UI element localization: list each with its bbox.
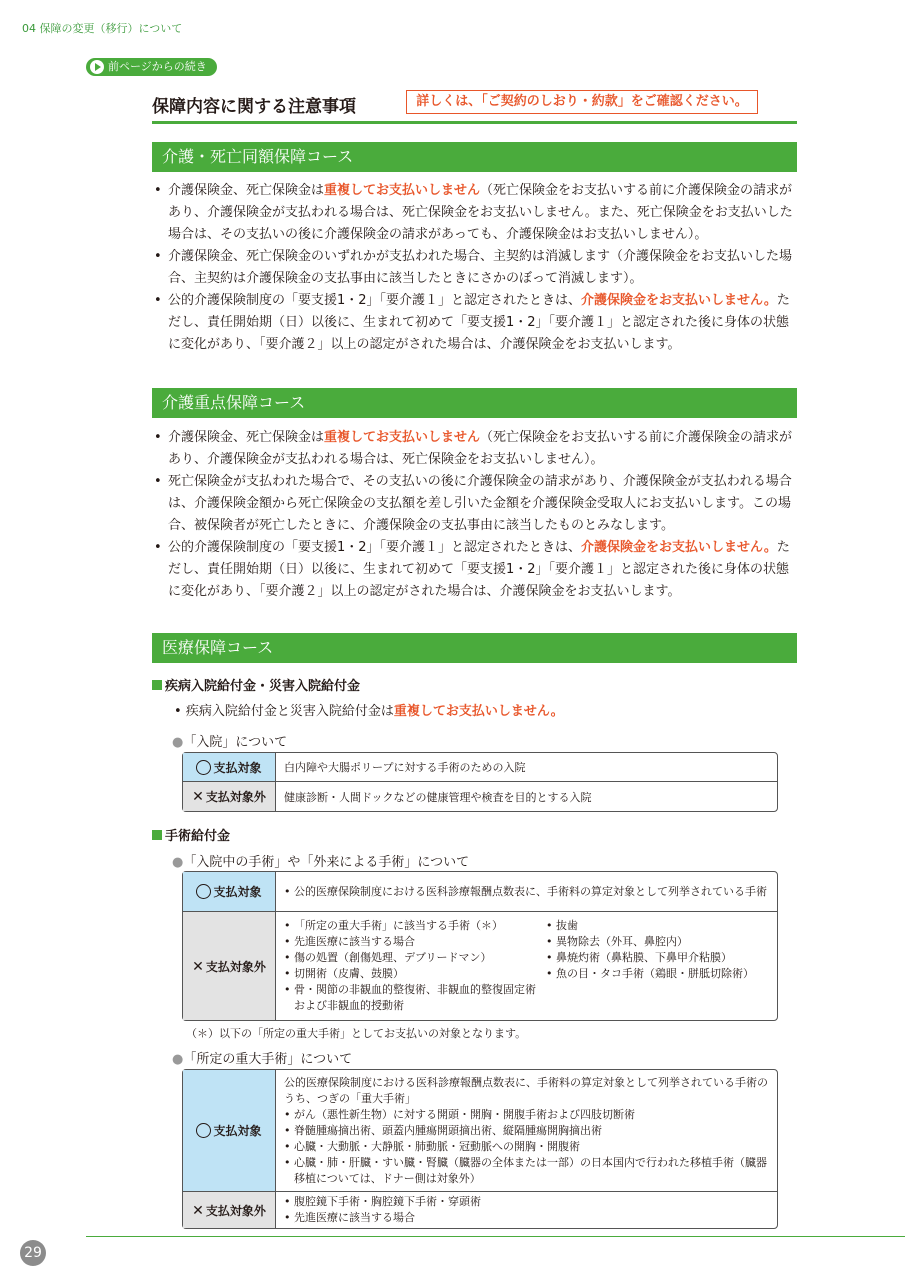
covered-label bbox=[183, 753, 276, 782]
continued-label: 前ページからの続き bbox=[108, 60, 207, 73]
text: ただし、責任開始期（日）以後に、生まれて初めて「要支援1・2」「要介護１」と認定された後に身体の状態に変化があり、「要介護２」以上の認定がされた場合は、介護保険金をお支払いします。 bbox=[168, 293, 790, 352]
highlight-text: 介護保険金をお支払いしません。 bbox=[581, 293, 777, 308]
cross-icon: ✕ bbox=[192, 958, 204, 975]
text: 疾病入院給付金と災害入院給付金は bbox=[185, 704, 394, 719]
not-covered-label bbox=[183, 1192, 276, 1228]
section-heading-kaigo-shibou: 介護・死亡同額保障コース bbox=[152, 142, 797, 172]
juudai-intro: 公的医療保険制度における医科診療報酬点数表に、手術料の算定対象として列挙されている手術のうち、つぎの「重大手術」 bbox=[284, 1075, 768, 1105]
list-item: • 心臓・肺・肝臓・すい臓・腎臓（臓器の全体または一部）の日本国内で行われた移植手術（臓器移植については、ドナー側は対象外） bbox=[284, 1155, 769, 1187]
highlight-text: 重複してお支払いしません bbox=[324, 183, 481, 198]
nyuin-table bbox=[182, 752, 778, 812]
list-item: • 先進医療に該当する場合 bbox=[284, 1210, 769, 1226]
footer-rule bbox=[86, 1236, 905, 1237]
text: 介護保険金、死亡保険金は bbox=[168, 430, 325, 445]
continued-badge bbox=[86, 58, 217, 76]
list-item: • 心臓・大動脈・大静脈・肺動脈・冠動脈への開胸・開腹術 bbox=[284, 1139, 769, 1155]
text: 「入院中の手術」や「外来による手術」について bbox=[183, 855, 470, 870]
list-item: • 死亡保険金が支払われた場合で、その支払いの後に介護保険金の請求があり、介護保険金が支払われる場合は、介護保険金額から死亡保険金の支払額を差し引いた金額を介護保険金受取人にお支払いします。この場合、被保険者が死亡したときに、介護保険金の支払事由に該当したものとみなします。 bbox=[154, 471, 799, 537]
subheading-shujutsu bbox=[152, 825, 230, 844]
list-item: • 「所定の重大手術」に該当する手術（＊） bbox=[284, 918, 546, 934]
list-item bbox=[154, 290, 799, 356]
text: 支払対象外 bbox=[205, 790, 266, 804]
bullet-icon: ● bbox=[172, 735, 184, 750]
nyuin-title bbox=[172, 731, 287, 750]
table-cell: 白内障や大腸ポリープに対する手術のための入院 bbox=[276, 753, 777, 782]
square-icon bbox=[152, 680, 162, 690]
list-item: • 介護保険金、死亡保険金のいずれかが支払われた場合、主契約は消滅します（介護保険金をお支払いした場合、主契約は介護保険金の支払事由に該当したときにさかのぼって消滅します）。 bbox=[154, 246, 799, 290]
text: 支払対象外 bbox=[205, 1203, 266, 1218]
text: 「入院」について bbox=[183, 735, 288, 750]
juudai-table bbox=[182, 1069, 778, 1229]
list-item: • 傷の処置（創傷処理、デブリードマン） bbox=[284, 950, 546, 966]
text: 支払対象 bbox=[213, 760, 262, 775]
footnote: （＊）以下の「所定の重大手術」としてお支払いの対象となります。 bbox=[186, 1027, 527, 1040]
text: 公的介護保険制度の「要支援1・2」「要介護１」と認定されたときは、 bbox=[168, 540, 582, 555]
juudai-title bbox=[172, 1048, 352, 1067]
list-item: • 脊髄腫瘍摘出術、頭蓋内腫瘍開頭摘出術、縦隔腫瘍開胸摘出術 bbox=[284, 1123, 769, 1139]
list-item: • 鼻焼灼術（鼻粘膜、下鼻甲介粘膜） bbox=[546, 950, 754, 966]
circle-icon bbox=[196, 1123, 211, 1138]
text: （死亡保険金をお支払いする前に介護保険金の請求があり、介護保険金が支払われる場合は、死亡保険金をお支払いしません。また、死亡保険金をお支払いした場合は、その支払いの後に介護保険金の請求があっても、介護保険金はお支払いしません）。 bbox=[168, 183, 793, 242]
list-item bbox=[154, 180, 799, 246]
page-title: 保障内容に関する注意事項 bbox=[152, 97, 356, 117]
not-covered-label bbox=[183, 782, 276, 811]
circle-icon bbox=[196, 760, 211, 775]
text: 公的介護保険制度の「要支援1・2」「要介護１」と認定されたときは、 bbox=[168, 293, 582, 308]
table-cell bbox=[276, 872, 777, 912]
table-cell bbox=[276, 1070, 777, 1192]
text: 支払対象 bbox=[213, 1124, 262, 1138]
subheading-nyuin-kyufukin bbox=[152, 675, 360, 694]
text: 介護保険金、死亡保険金は bbox=[168, 183, 325, 198]
list-item: • がん（悪性新生物）に対する開頭・開胸・開腹手術および四肢切断術 bbox=[284, 1107, 769, 1123]
list-item: • 先進医療に該当する場合 bbox=[284, 934, 546, 950]
section-heading-iryou: 医療保障コース bbox=[152, 633, 797, 663]
highlight-text: 介護保険金をお支払いしません。 bbox=[581, 540, 777, 555]
list-item: • 魚の目・タコ手術（鶏眼・胼胝切除術） bbox=[546, 966, 754, 982]
cross-icon: ✕ bbox=[192, 1202, 204, 1219]
text: （死亡保険金をお支払いする前に介護保険金の請求があり、介護保険金が支払われる場合は、死亡保険金をお支払いしません）。 bbox=[168, 430, 793, 467]
list-item bbox=[154, 537, 799, 603]
title-note: 詳しくは、「ご契約のしおり・約款」をご確認ください。 bbox=[406, 90, 758, 114]
table-cell: 健康診断・人間ドックなどの健康管理や検査を目的とする入院 bbox=[284, 790, 592, 804]
list-item bbox=[154, 427, 799, 471]
bullet-icon: ● bbox=[172, 855, 184, 870]
text: 手術給付金 bbox=[165, 829, 231, 844]
text: 疾病入院給付金・災害入院給付金 bbox=[165, 679, 361, 694]
list-item: • 異物除去（外耳、鼻腔内） bbox=[546, 934, 754, 950]
circle-icon bbox=[196, 884, 211, 899]
list-item: • 腹腔鏡下手術・胸腔鏡下手術・穿頭術 bbox=[284, 1194, 769, 1210]
shujutsu-title bbox=[172, 851, 469, 870]
cross-icon: ✕ bbox=[192, 789, 204, 805]
text: 支払対象外 bbox=[205, 959, 266, 974]
text: 支払対象 bbox=[213, 885, 262, 899]
list-item: • 切開術（皮膚、鼓膜） bbox=[284, 966, 546, 982]
section2-list bbox=[154, 427, 799, 603]
exclusion-list-right bbox=[546, 918, 754, 1014]
square-icon bbox=[152, 830, 162, 840]
page-number: 29 bbox=[20, 1240, 46, 1266]
text: 「所定の重大手術」について bbox=[183, 1052, 353, 1067]
list-item: • 抜歯 bbox=[546, 918, 754, 934]
highlight-text: 重複してお支払いしません。 bbox=[393, 704, 564, 719]
covered-label bbox=[183, 872, 276, 912]
exclusion-list-left bbox=[284, 918, 546, 1014]
table-cell bbox=[276, 1192, 777, 1228]
list-item: • 公的医療保険制度における医科診療報酬点数表に、手術料の算定対象として列挙されている手術 bbox=[284, 884, 769, 900]
section1-list bbox=[154, 180, 799, 356]
text: ただし、責任開始期（日）以後に、生まれて初めて「要支援1・2」「要介護１」と認定された後に身体の状態に変化があり、「要介護２」以上の認定がされた場合は、介護保険金をお支払いします。 bbox=[168, 540, 790, 599]
section-header: 04 保障の変更（移行）について bbox=[22, 22, 183, 35]
section-heading-kaigo-juuten: 介護重点保障コース bbox=[152, 388, 797, 418]
covered-label bbox=[183, 1070, 276, 1192]
list-item: • 骨・関節の非観血的整復術、非観血的整復固定術および非観血的授動術 bbox=[284, 982, 546, 1014]
bullet-icon: ● bbox=[172, 1052, 184, 1067]
title-rule bbox=[152, 121, 797, 124]
highlight-text: 重複してお支払いしません bbox=[324, 430, 481, 445]
shujutsu-table bbox=[182, 871, 778, 1021]
play-icon bbox=[90, 60, 104, 74]
not-covered-label bbox=[183, 912, 276, 1020]
nyuin-kyufukin-note: • 疾病入院給付金と災害入院給付金は重複してお支払いしません。 bbox=[174, 704, 564, 719]
juudai-list bbox=[284, 1107, 769, 1187]
table-cell bbox=[276, 912, 777, 1020]
